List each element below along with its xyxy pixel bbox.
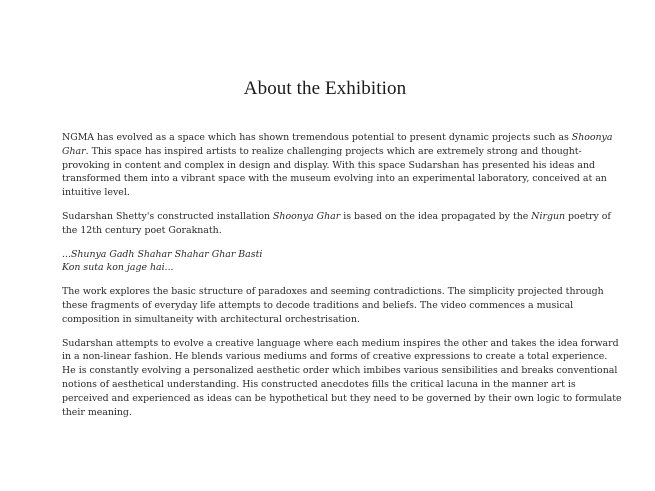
paragraph-text: poetry of the 12th century poet Goraknath. <box>62 210 611 236</box>
paragraph-language: Sudarshan attempts to evolve a creative language where each medium inspires the other and takes the idea forward in a non-linear fashion. He blends various mediums and forms of creative expressions to create a total experience. He is constantly evolving a personalized aesthetic order which imbibes various sensibilities and breaks conventional notions of aesthetical understanding. His constructed anecdotes fills the critical lacuna in the manner art is perceived and experienced as ideas can be hypothetical but they need to be governed by their own logic to formulate their meaning. <box>62 337 622 418</box>
paragraph-work: The work explores the basic structure of paradoxes and seeming contradictions. The simplicity projected through these fragments of everyday life attempts to decode traditions and beliefs. The video commences a musical composition in simultaneity with architectural orchestrisation. <box>62 286 604 325</box>
paragraph-ngma <box>62 131 622 200</box>
verse-line: ...Shunya Gadh Shahar Shahar Ghar Basti <box>62 248 263 260</box>
paragraph-installation <box>62 210 622 238</box>
paragraph-text: NGMA has evolved as a space which has shown tremendous potential to present dynamic projects such as <box>62 132 572 143</box>
verse-quote <box>62 248 622 276</box>
paragraph-text: Sudarshan Shetty's constructed installation <box>62 210 273 222</box>
paragraph-text: . This space has inspired artists to realize challenging projects which are extremely strong and thought-provoking in content and complex in design and display. With this space Sudarshan has presented his ideas and transformed them into a vibrant space with the museum evolving into an experimental laboratory, conceived at an intuitive level. <box>62 145 607 199</box>
artwork-title: Shoonya Ghar <box>273 210 341 222</box>
artwork-title: Shoonya Ghar <box>62 132 613 157</box>
document-body <box>62 131 622 429</box>
verse-line: Kon suta kon jage hai... <box>62 262 174 274</box>
poetry-term: Nirgun <box>531 210 566 222</box>
paragraph-text: is based on the idea propagated by the <box>340 210 532 222</box>
page-title: About the Exhibition <box>243 78 407 99</box>
